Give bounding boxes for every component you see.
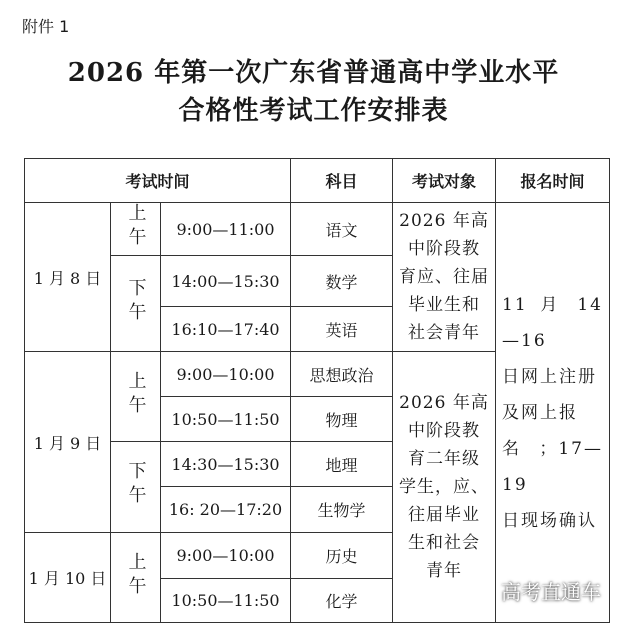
subject-cell: 语文 bbox=[291, 203, 393, 256]
time-cell: 9:00—10:00 bbox=[161, 533, 291, 579]
registration-line: 名；17—19 bbox=[502, 438, 603, 495]
subject-cell: 化学 bbox=[291, 579, 393, 623]
time-cell: 9:00—11:00 bbox=[161, 203, 291, 256]
exam-target-cell bbox=[393, 203, 496, 352]
period-cell bbox=[111, 256, 161, 352]
attachment-label: 附件 1 bbox=[22, 17, 70, 36]
target-line: 中阶段教 bbox=[408, 239, 480, 259]
subject-cell: 物理 bbox=[291, 397, 393, 442]
target-line: 社会青年 bbox=[408, 323, 480, 343]
date-cell: 1 月 8 日 bbox=[25, 203, 111, 352]
target-line: 2026 年高 bbox=[399, 393, 489, 413]
period-label: 上午 bbox=[125, 551, 147, 600]
watermark: 高考直通车 bbox=[501, 580, 601, 604]
target-line: 学生，应、 bbox=[399, 477, 489, 497]
subject-cell: 生物学 bbox=[291, 487, 393, 533]
exam-target-cell bbox=[393, 352, 496, 623]
page-subtitle: 合格性考试工作安排表 bbox=[178, 96, 449, 126]
target-line: 育应、往届 bbox=[399, 267, 489, 287]
period-cell bbox=[111, 533, 161, 623]
header-registration-time: 报名时间 bbox=[496, 159, 610, 203]
subject-cell: 历史 bbox=[291, 533, 393, 579]
target-line: 2026 年高 bbox=[399, 211, 489, 231]
target-line: 青年 bbox=[426, 561, 462, 581]
table-row bbox=[25, 203, 610, 256]
period-label: 下午 bbox=[125, 277, 147, 326]
target-line: 中阶段教 bbox=[408, 421, 480, 441]
target-line: 生和社会 bbox=[408, 533, 480, 553]
period-cell bbox=[111, 352, 161, 442]
subject-cell: 数学 bbox=[291, 256, 393, 307]
header-exam-time: 考试时间 bbox=[25, 159, 291, 203]
header-row bbox=[25, 159, 610, 203]
registration-line: 日现场确认 bbox=[502, 510, 597, 531]
registration-cell bbox=[496, 203, 610, 623]
target-line: 育二年级 bbox=[408, 449, 480, 469]
time-cell: 10:50—11:50 bbox=[161, 579, 291, 623]
header-subject: 科目 bbox=[291, 159, 393, 203]
target-line: 毕业生和 bbox=[408, 295, 480, 315]
registration-line: 及网上报 bbox=[502, 402, 578, 423]
period-cell bbox=[111, 203, 161, 256]
period-cell bbox=[111, 442, 161, 533]
period-label: 上午 bbox=[125, 370, 147, 419]
time-cell: 16:10—17:40 bbox=[161, 307, 291, 352]
time-cell: 10:50—11:50 bbox=[161, 397, 291, 442]
date-cell: 1 月 10 日 bbox=[25, 533, 111, 623]
subject-cell: 英语 bbox=[291, 307, 393, 352]
registration-line: 日网上注册 bbox=[502, 366, 597, 387]
period-label: 上午 bbox=[125, 203, 147, 251]
target-line: 往届毕业 bbox=[408, 505, 480, 525]
time-cell: 9:00—10:00 bbox=[161, 352, 291, 397]
time-cell: 14:00—15:30 bbox=[161, 256, 291, 307]
exam-schedule-table bbox=[24, 158, 610, 623]
registration-line: 11 月 14—16 bbox=[502, 294, 603, 351]
time-cell: 16: 20—17:20 bbox=[161, 487, 291, 533]
date-cell: 1 月 9 日 bbox=[25, 352, 111, 533]
page-title: 2026 年第一次广东省普通高中学业水平 bbox=[67, 58, 560, 88]
time-cell: 14:30—15:30 bbox=[161, 442, 291, 487]
period-label: 下午 bbox=[125, 461, 147, 509]
subject-cell: 地理 bbox=[291, 442, 393, 487]
subject-cell: 思想政治 bbox=[291, 352, 393, 397]
header-exam-target: 考试对象 bbox=[393, 159, 496, 203]
